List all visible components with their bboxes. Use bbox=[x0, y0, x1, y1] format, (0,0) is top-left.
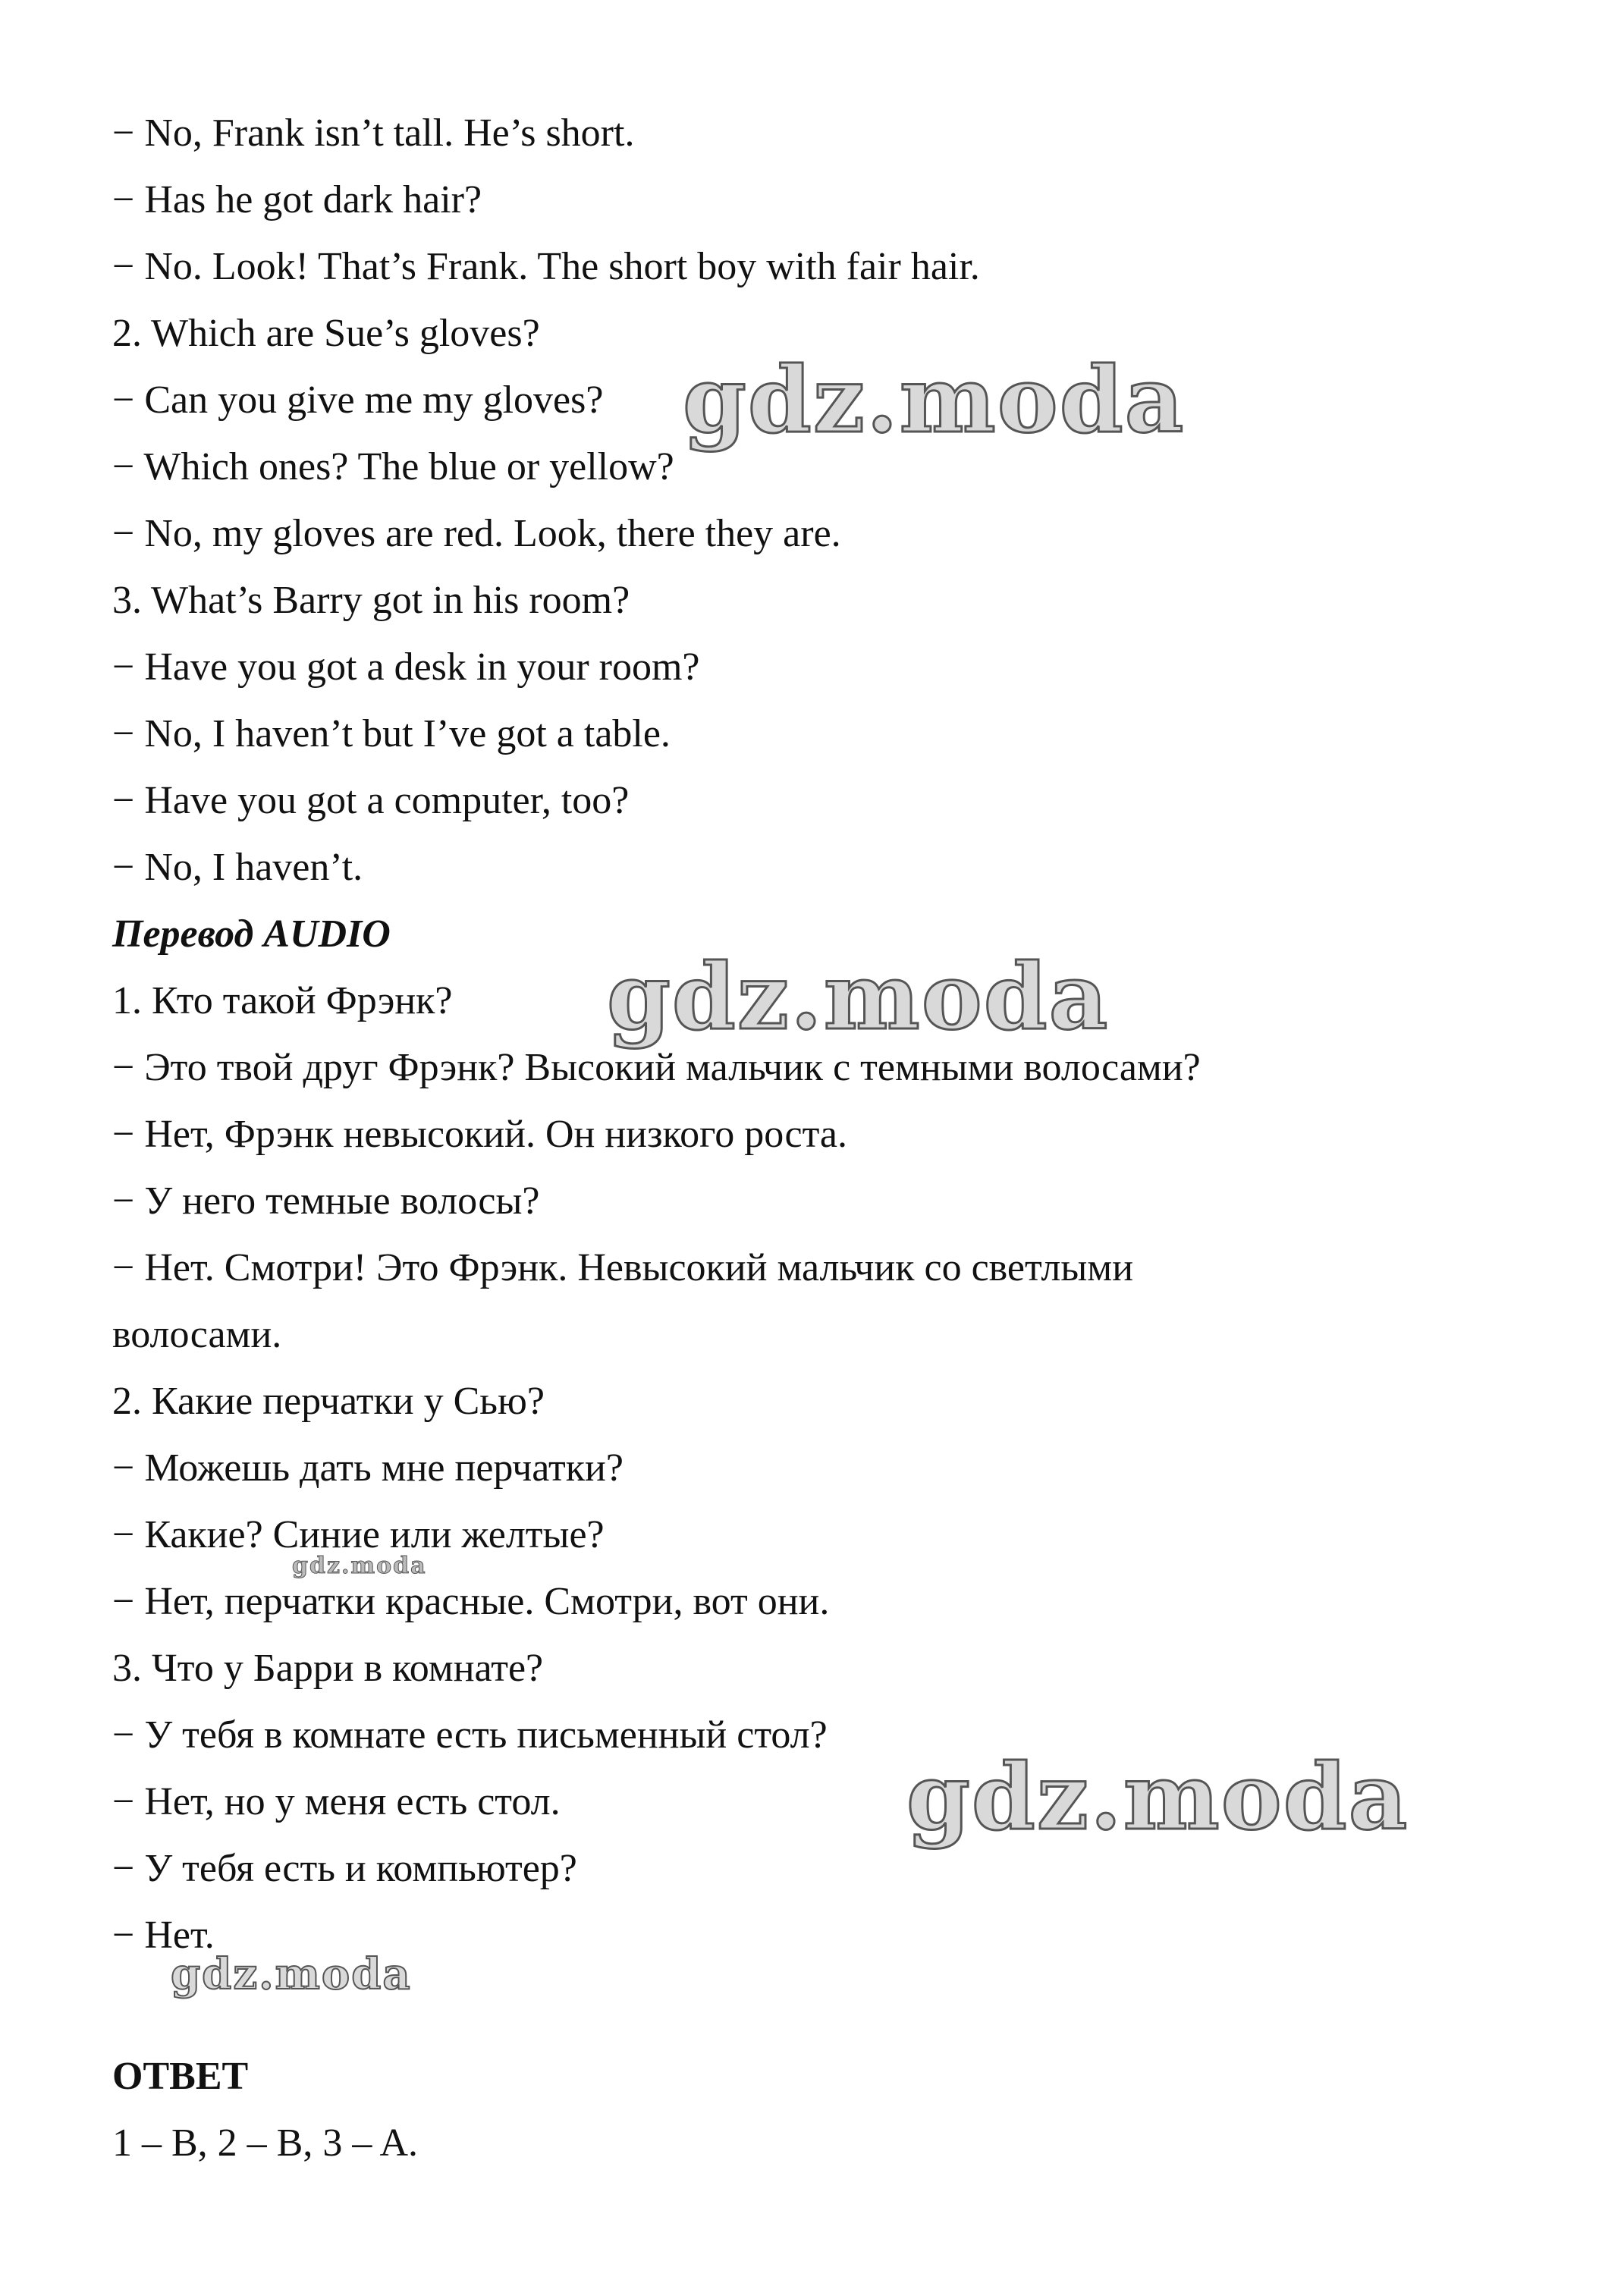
watermark-logo: gdz.moda bbox=[292, 1553, 427, 1579]
dialogue-line: − У тебя есть и компьютер? bbox=[112, 1847, 577, 1890]
watermark-logo: gdz.moda bbox=[906, 1744, 1409, 1851]
dialogue-line: − Have you got a computer, too? bbox=[112, 779, 630, 822]
translation-heading: Перевод AUDIO bbox=[112, 912, 391, 956]
dialogue-line: − Можешь дать мне перчатки? bbox=[112, 1446, 624, 1490]
watermark-logo: gdz.moda bbox=[171, 1949, 412, 1999]
dialogue-line: − Has he got dark hair? bbox=[112, 178, 482, 221]
dialogue-line: − Нет. bbox=[112, 1914, 215, 1957]
dialogue-line-continued: волосами. bbox=[112, 1313, 282, 1356]
dialogue-line: − Нет, перчатки красные. Смотри, вот они. bbox=[112, 1580, 830, 1623]
dialogue-line: − No, I haven’t but I’ve got a table. bbox=[112, 712, 671, 755]
dialogue-line: − У него темные волосы? bbox=[112, 1179, 540, 1223]
answer-text: 1 – B, 2 – B, 3 – A. bbox=[112, 2121, 419, 2165]
question-heading: 3. What’s Barry got in his room? bbox=[112, 579, 630, 622]
dialogue-line: − Which ones? The blue or yellow? bbox=[112, 445, 674, 488]
dialogue-line: − No, Frank isn’t tall. He’s short. bbox=[112, 111, 635, 155]
dialogue-line: − Нет. Смотри! Это Фрэнк. Невысокий мальчик со светлыми bbox=[112, 1246, 1134, 1289]
dialogue-line: − Какие? Синие или желтые? bbox=[112, 1513, 605, 1556]
answer-heading: ОТВЕТ bbox=[112, 2055, 249, 2098]
watermark-logo: gdz.moda bbox=[607, 944, 1110, 1050]
dialogue-line: − No. Look! That’s Frank. The short boy with fair hair. bbox=[112, 245, 980, 288]
dialogue-line: − Have you got a desk in your room? bbox=[112, 645, 700, 689]
question-heading: 1. Кто такой Фрэнк? bbox=[112, 979, 453, 1022]
dialogue-line: − У тебя в комнате есть письменный стол? bbox=[112, 1713, 828, 1757]
watermark-logo: gdz.moda bbox=[683, 347, 1186, 454]
question-heading: 2. Какие перчатки у Сью? bbox=[112, 1380, 545, 1423]
dialogue-line: − Это твой друг Фрэнк? Высокий мальчик с темными волосами? bbox=[112, 1046, 1201, 1089]
question-heading: 3. Что у Барри в комнате? bbox=[112, 1647, 544, 1690]
dialogue-line: − Can you give me my gloves? bbox=[112, 378, 604, 422]
dialogue-line: − No, I haven’t. bbox=[112, 846, 363, 889]
question-heading: 2. Which are Sue’s gloves? bbox=[112, 312, 540, 355]
dialogue-line: − Нет, Фрэнк невысокий. Он низкого роста. bbox=[112, 1113, 848, 1156]
dialogue-line: − No, my gloves are red. Look, there they are. bbox=[112, 512, 841, 555]
dialogue-line: − Нет, но у меня есть стол. bbox=[112, 1780, 561, 1823]
